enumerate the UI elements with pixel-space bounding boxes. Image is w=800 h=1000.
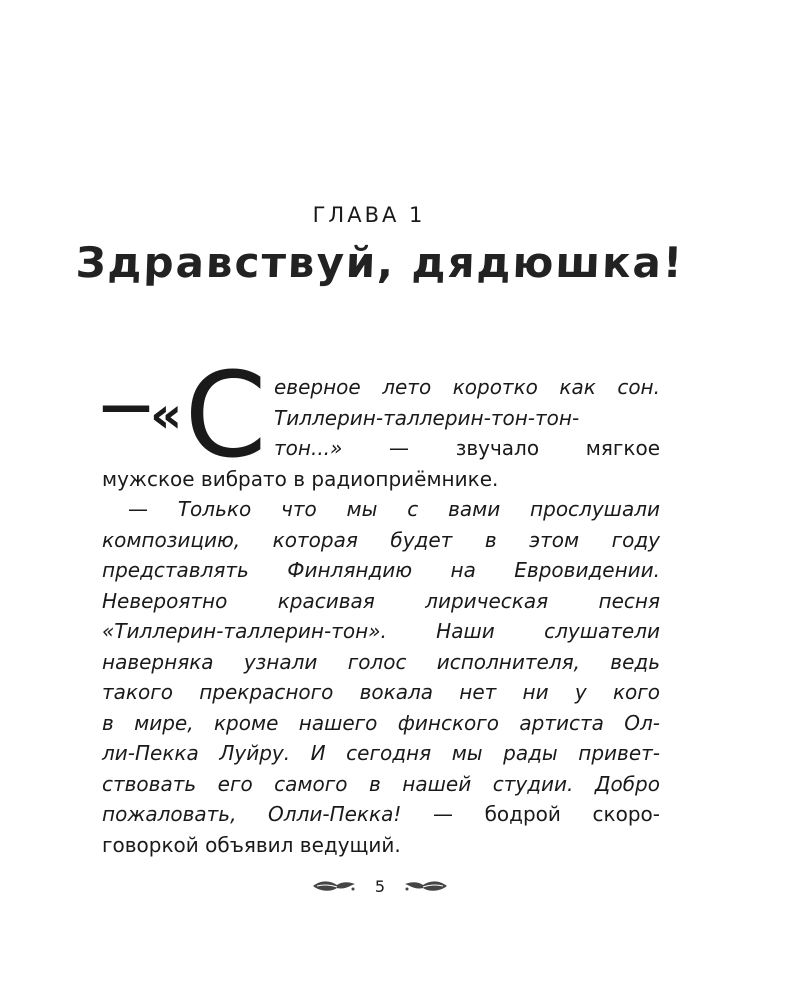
chapter-title: Здравствуй, дядюшка!: [75, 238, 685, 287]
text-line: [102, 708, 660, 738]
text-line: [102, 586, 660, 616]
left-ornament-icon: [311, 876, 357, 896]
text-segment: говоркой объявил ведущий.: [102, 832, 401, 857]
right-ornament-icon: [403, 876, 449, 896]
text-line: [102, 464, 498, 494]
chapter-label: ГЛАВА 1: [312, 203, 426, 227]
dropcap-quote: «: [150, 386, 183, 444]
text-segment: — бодрой скоро-: [401, 802, 660, 826]
text-segment: такого прекрасного вокала нет ни у кого: [102, 680, 660, 704]
text-segment: —: [128, 497, 178, 521]
text-line: [102, 677, 660, 707]
text-segment: Тиллерин-таллерин-тон-тон-: [274, 405, 580, 430]
text-line: [102, 799, 660, 829]
text-segment: «Тиллерин-таллерин-тон». Наши слушатели: [102, 619, 660, 643]
text-line: [102, 555, 660, 585]
text-line: [274, 403, 660, 433]
text-segment: в мире, кроме нашего финского артиста Ол-: [102, 710, 660, 735]
text-line: [102, 647, 660, 677]
text-segment: композицию, которая будет в этом году: [102, 527, 660, 552]
text-line: [102, 616, 660, 646]
text-segment: еверное лето коротко как сон.: [274, 375, 660, 399]
text-line: [102, 830, 401, 860]
text-line: [274, 433, 660, 463]
dropcap-dash: —: [100, 376, 152, 436]
dropcap: [100, 346, 267, 484]
page-number: 5: [374, 876, 386, 896]
text-segment: тон...»: [274, 436, 343, 460]
text-line: [102, 769, 660, 799]
text-segment: Невероятно красивая лирическая песня: [102, 588, 660, 613]
text-segment: наверняка узнали голос исполнителя, ведь: [102, 649, 660, 674]
text-segment: ствовать его самого в нашей студии. Добро: [102, 771, 660, 796]
dropcap-letter: С: [184, 346, 267, 484]
text-segment: Только что мы с вами прослушали: [177, 497, 661, 521]
page-footer: [0, 876, 760, 896]
text-segment: мужское вибрато в радиоприёмнике.: [102, 466, 499, 491]
text-segment: ли-Пекка Луйру. И сегодня мы рады привет-: [102, 741, 660, 765]
text-line: [102, 525, 660, 555]
text-line: [128, 494, 660, 524]
text-segment: пожаловать, Олли-Пекка!: [102, 802, 402, 826]
text-segment: — звучало мягкое: [342, 436, 660, 460]
text-segment: представлять Финляндию на Евровидении.: [102, 558, 660, 582]
text-line: [102, 738, 660, 768]
text-line: [274, 372, 660, 402]
